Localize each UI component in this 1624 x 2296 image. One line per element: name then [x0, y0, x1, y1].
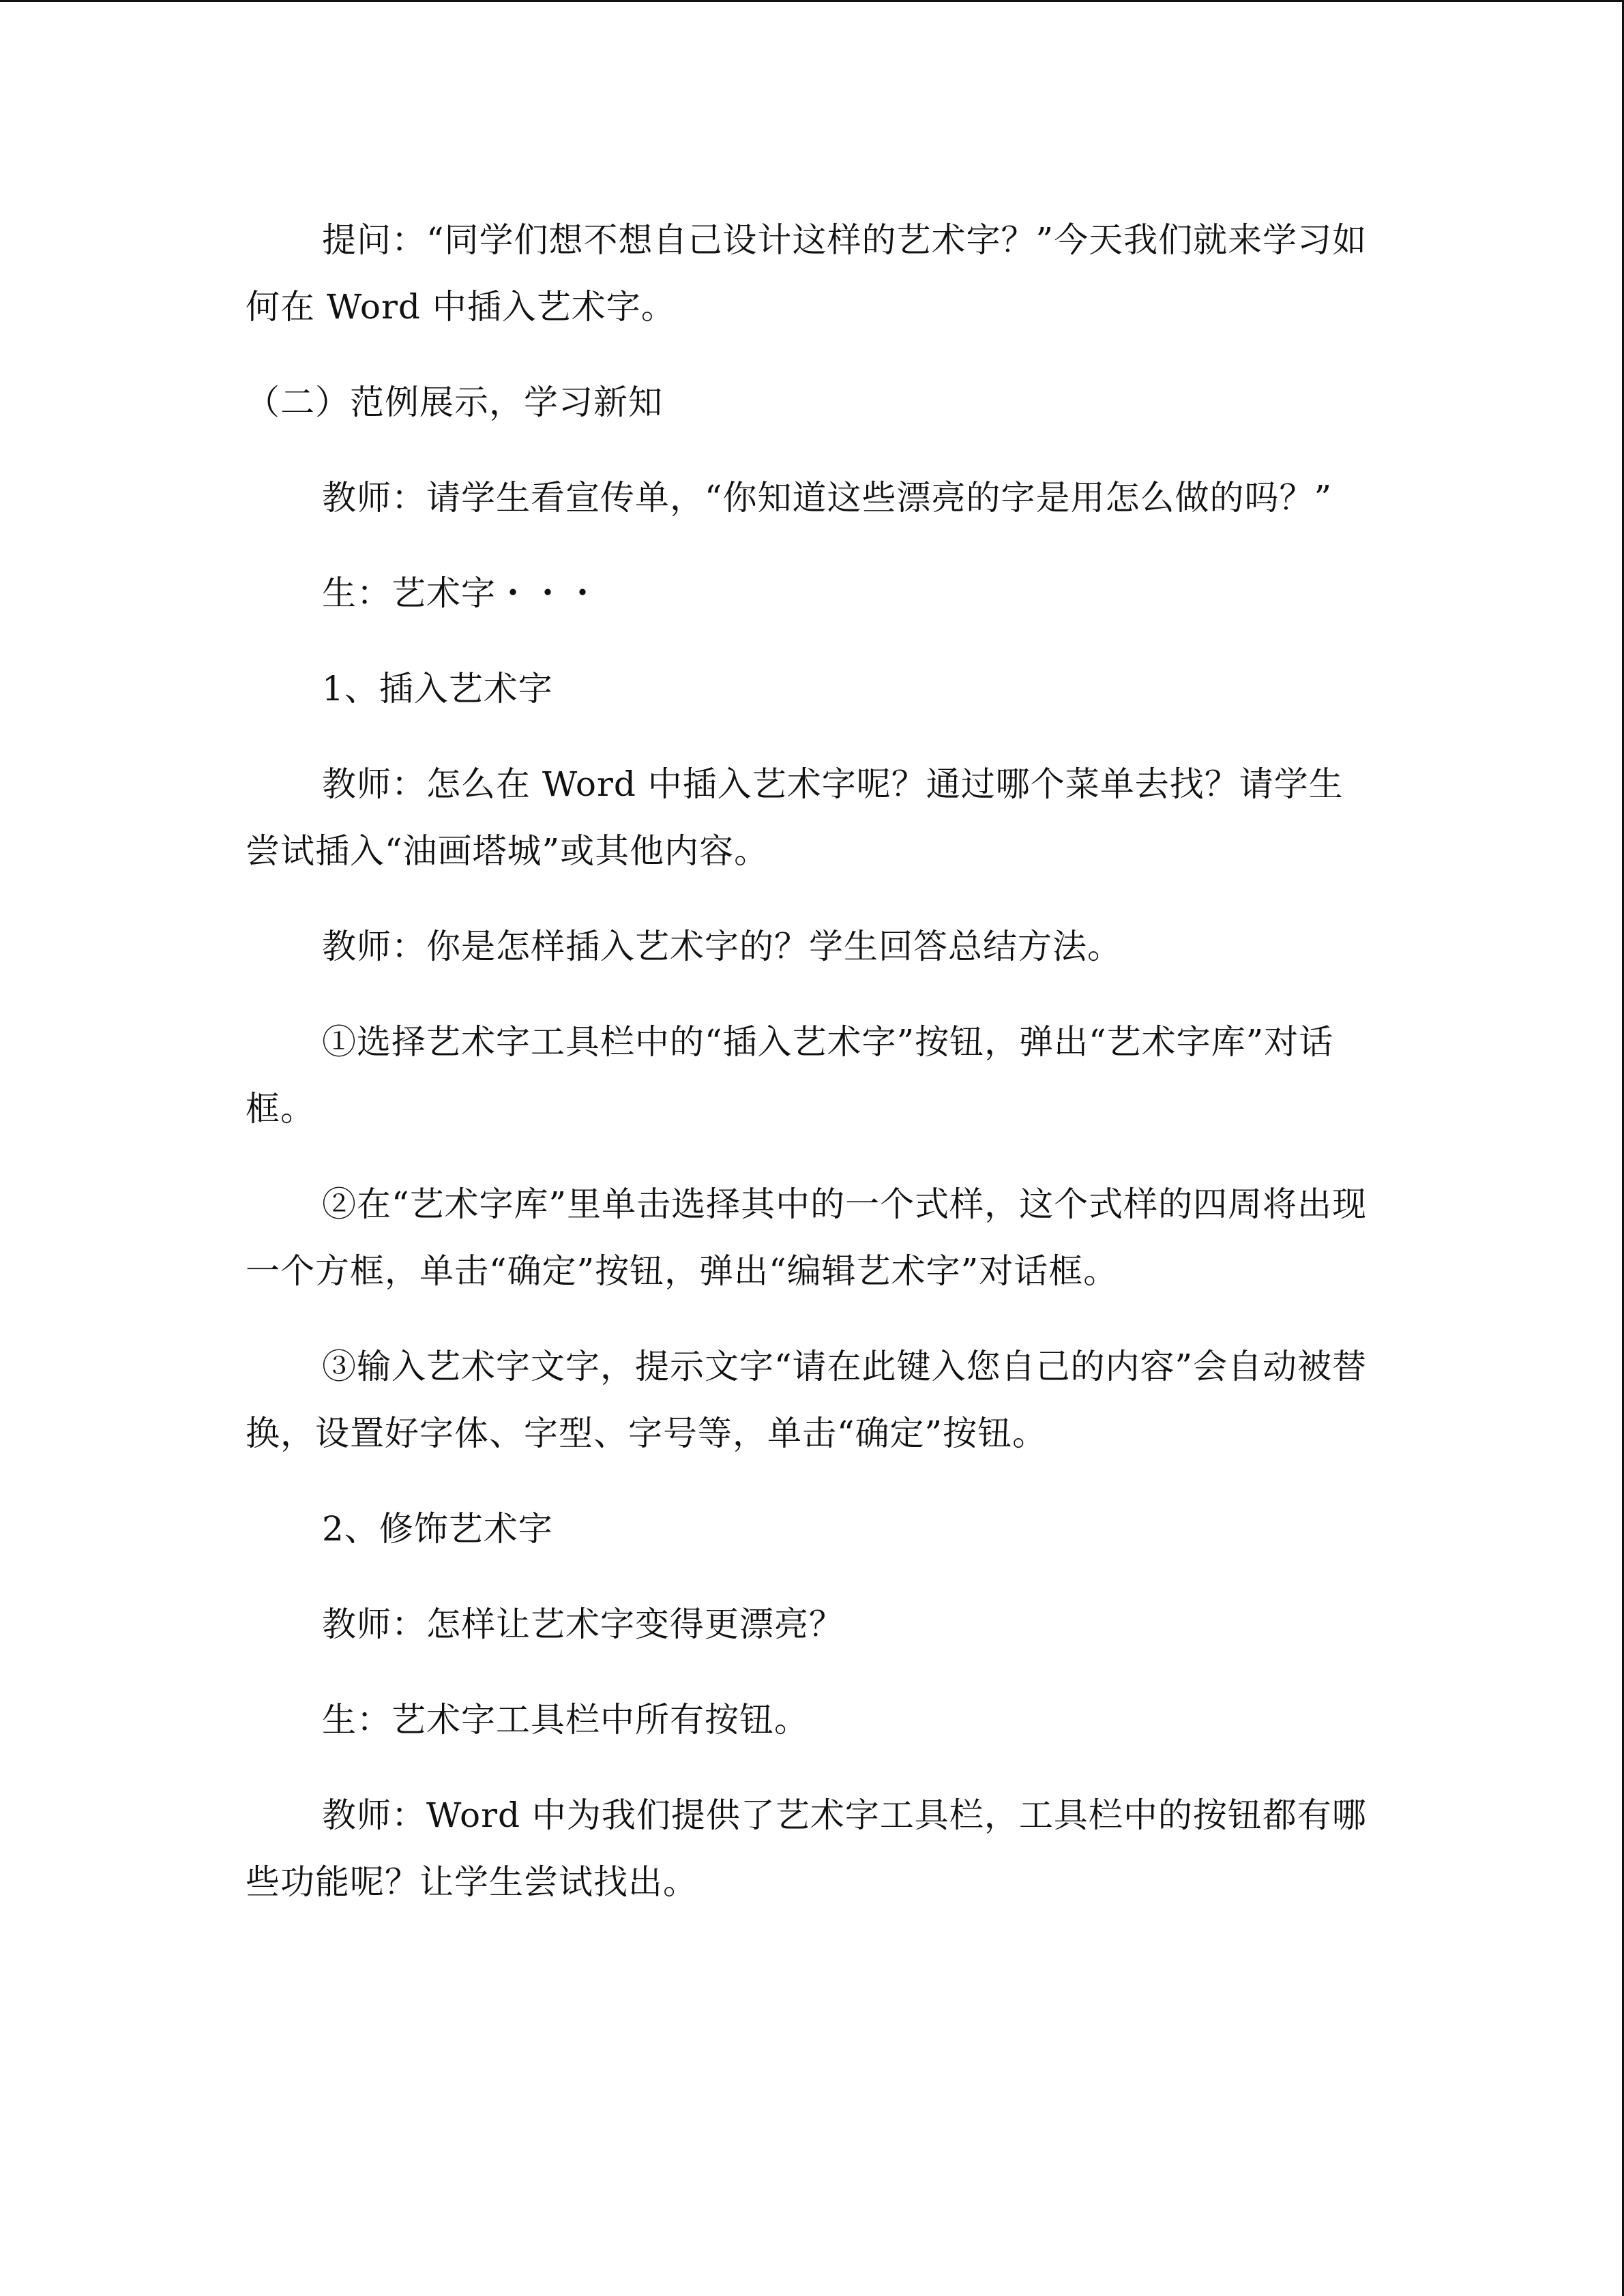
- section-heading-examples: （二）范例展示，学习新知: [246, 383, 663, 422]
- step-3: ③输入艺术字文字，提示文字“请在此键入您自己的内容”会自动被替换，设置好字体、字型、字号等，单击“确定”按钮。: [246, 1347, 1368, 1453]
- subheading-insert-wordart: 1、插入艺术字: [322, 669, 553, 709]
- paragraph-teacher-prettier: 教师：怎样让艺术字变得更漂亮？: [322, 1605, 844, 1644]
- step-2: ②在“艺术字库”里单击选择其中的一个式样，这个式样的四周将出现一个方框，单击“确定”按钮，弹出“编辑艺术字”对话框。: [246, 1184, 1368, 1291]
- paragraph-teacher-flyer: 教师：请学生看宣传单，“你知道这些漂亮的字是用怎么做的吗？”: [322, 478, 1333, 518]
- paragraph-teacher-toolbar-functions: 教师：Word 中为我们提供了艺术字工具栏，工具栏中的按钮都有哪些功能呢？让学生尝试找出。: [246, 1795, 1367, 1902]
- paragraph-student-toolbar: 生：艺术字工具栏中所有按钮。: [322, 1700, 809, 1740]
- subheading-decorate-wordart: 2、修饰艺术字: [322, 1509, 553, 1549]
- paragraph-teacher-summary: 教师：你是怎样插入艺术字的？学生回答总结方法。: [322, 927, 1122, 966]
- paragraph-student-answer: 生：艺术字・・・: [322, 573, 600, 613]
- paragraph-question-intro: 提问：“同学们想不想自己设计这样的艺术字？”今天我们就来学习如何在 Word 中插入艺术字。: [246, 220, 1368, 327]
- paragraph-teacher-how-insert: 教师：怎么在 Word 中插入艺术字呢？通过哪个菜单去找？请学生尝试插入“油画塔城”或其他内容。: [246, 764, 1344, 871]
- step-1: ①选择艺术字工具栏中的“插入艺术字”按钮，弹出“艺术字库”对话框。: [246, 1022, 1334, 1129]
- document-body: [246, 207, 1378, 1944]
